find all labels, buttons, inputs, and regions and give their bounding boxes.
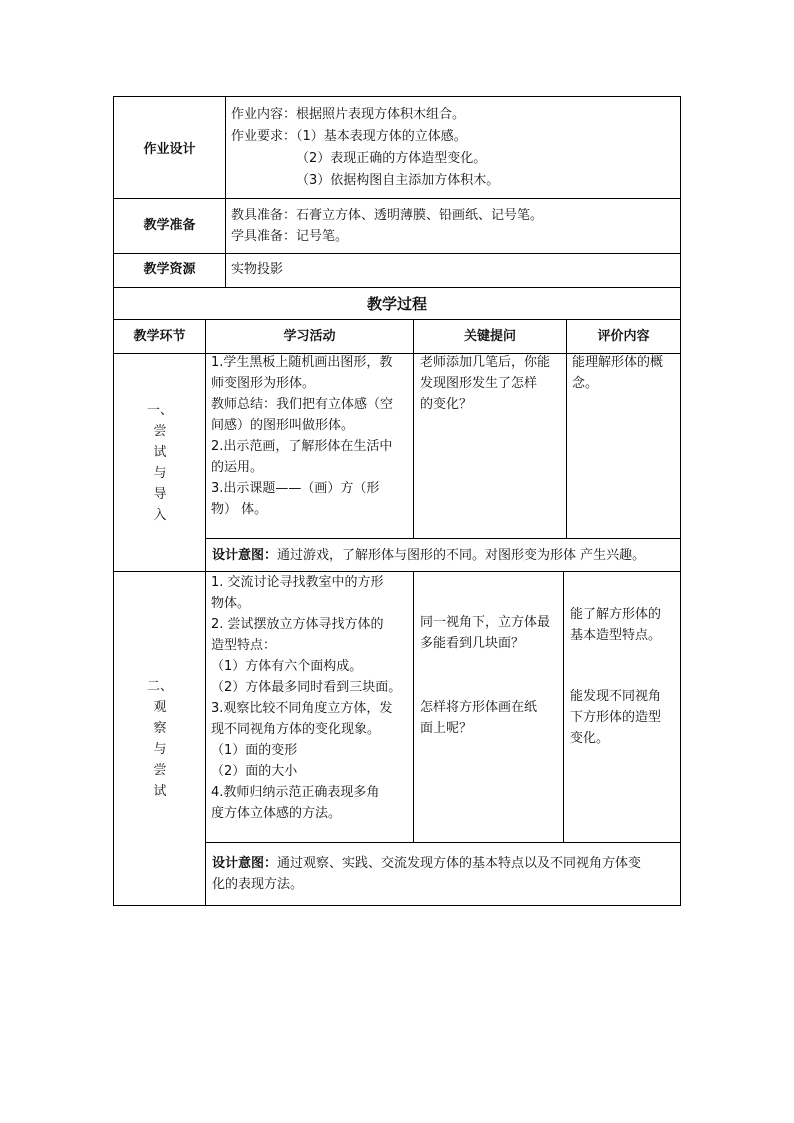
homework-line-2: 作业要求：（1）基本表现方体的立体感。 bbox=[231, 129, 467, 144]
activity-line: 物体。 bbox=[211, 596, 251, 611]
header-stage: 教学环节 bbox=[133, 329, 186, 344]
resources-label: 教学资源 bbox=[143, 262, 196, 277]
activity-line: （2）面的大小 bbox=[211, 764, 298, 779]
homework-line-1: 作业内容：根据照片表现方体积木组合。 bbox=[231, 107, 466, 122]
stage-1-question bbox=[420, 352, 550, 415]
intent-label: 设计意图： bbox=[212, 548, 278, 563]
evaluation-line: 念。 bbox=[572, 376, 599, 391]
stage-1-evaluation bbox=[572, 352, 663, 394]
evaluation-line: 基本造型特点。 bbox=[570, 628, 662, 643]
evaluation-line: 下方形体的造型 bbox=[570, 710, 662, 725]
activity-line: （1）方体有六个面构成。 bbox=[211, 659, 363, 674]
stage-1-char: 导 bbox=[153, 487, 167, 502]
stage-2-label bbox=[114, 676, 206, 802]
activity-line: 2. 尝试摆放立方体寻找方体的 bbox=[211, 617, 384, 632]
stage-1-label bbox=[114, 400, 206, 526]
homework-label: 作业设计 bbox=[143, 142, 196, 157]
stage-2-char: 试 bbox=[153, 784, 167, 799]
activity-line: 1. 交流讨论寻找教室中的方形 bbox=[211, 575, 384, 590]
activity-line: 3.出示课题——（画）方（形 bbox=[211, 481, 380, 496]
intent-text: 通过观察、实践、交流发现方体的基本特点以及不同视角方体变 bbox=[277, 856, 642, 871]
activity-line: （2）方体最多同时看到三块面。 bbox=[211, 680, 402, 695]
question-line: 的变化？ bbox=[420, 397, 473, 412]
stage-2-evaluation-1 bbox=[570, 604, 661, 646]
stage-1-char: 尝 bbox=[153, 424, 167, 439]
question-line: 发现图形发生了怎样 bbox=[420, 376, 538, 391]
question-line: 同一视角下，立方体最 bbox=[420, 615, 551, 630]
stage-2-char: 观 bbox=[153, 700, 167, 715]
activity-line: 3.观察比较不同角度立方体，发 bbox=[211, 701, 393, 716]
homework-line-3: （2）表现正确的方体造型变化。 bbox=[296, 151, 487, 166]
activity-line: 造型特点： bbox=[211, 638, 277, 653]
activity-line: （1）面的变形 bbox=[211, 743, 298, 758]
question-line: 面上呢？ bbox=[420, 721, 473, 736]
stage-2-evaluation-2 bbox=[570, 686, 661, 749]
stage-1-intent bbox=[212, 545, 645, 566]
evaluation-line: 能了解方形体的 bbox=[570, 607, 662, 622]
activity-line: 现不同视角方体的变化现象。 bbox=[211, 722, 381, 737]
intent-label: 设计意图： bbox=[212, 856, 278, 871]
evaluation-line: 变化。 bbox=[570, 731, 610, 746]
evaluation-line: 能理解形体的概 bbox=[572, 355, 664, 370]
evaluation-line: 能发现不同视角 bbox=[570, 689, 662, 704]
intent-text: 化的表现方法。 bbox=[212, 877, 304, 892]
stage-1-char: 一、 bbox=[146, 403, 173, 418]
resources-value: 实物投影 bbox=[231, 262, 284, 277]
preparation-line-2: 学具准备：记号笔。 bbox=[231, 229, 349, 244]
stage-2-char: 察 bbox=[153, 721, 167, 736]
header-question: 关键提问 bbox=[463, 329, 516, 344]
header-activity: 学习活动 bbox=[283, 329, 336, 344]
stage-2-question-1 bbox=[420, 612, 550, 654]
stage-2-char: 二、 bbox=[146, 679, 173, 694]
question-line: 老师添加几笔后，你能 bbox=[420, 355, 551, 370]
question-line: 怎样将方形体画在纸 bbox=[420, 700, 538, 715]
activity-line: 间感）的图形叫做形体。 bbox=[211, 418, 355, 433]
stage-2-char: 尝 bbox=[153, 763, 167, 778]
activity-line: 1.学生黑板上随机画出图形，教 bbox=[211, 355, 393, 370]
activity-line: 的运用。 bbox=[211, 460, 264, 475]
preparation-line-1: 教具准备：石膏立方体、透明薄膜、铅画纸、记号笔。 bbox=[231, 208, 544, 223]
homework-line-4: （3）依据构图自主添加方体积木。 bbox=[296, 173, 500, 188]
stage-1-activities bbox=[211, 352, 393, 520]
stage-1-char: 入 bbox=[153, 508, 167, 523]
activity-line: 物） 体。 bbox=[211, 502, 268, 517]
activity-line: 4.教师归纳示范正确表现多角 bbox=[211, 785, 380, 800]
stage-2-activities bbox=[211, 572, 401, 824]
stage-2-intent bbox=[212, 853, 641, 895]
activity-line: 2.出示范画，了解形体在生活中 bbox=[211, 439, 393, 454]
activity-line: 度方体立体感的方法。 bbox=[211, 806, 342, 821]
preparation-label: 教学准备 bbox=[143, 218, 196, 233]
question-line: 多能看到几块面？ bbox=[420, 636, 525, 651]
intent-line bbox=[212, 853, 641, 874]
header-evaluation: 评价内容 bbox=[597, 329, 650, 344]
activity-line: 师变图形为形体。 bbox=[211, 376, 316, 391]
stage-2-char: 与 bbox=[153, 742, 167, 757]
activity-line: 教师总结：我们把有立体感（空 bbox=[211, 397, 394, 412]
process-title: 教学过程 bbox=[366, 295, 427, 313]
stage-1-char: 与 bbox=[153, 466, 167, 481]
stage-2-question-2 bbox=[420, 697, 537, 739]
intent-text: 通过游戏，了解形体与图形的不同。对图形变为形体 产生兴趣。 bbox=[277, 548, 646, 563]
stage-1-char: 试 bbox=[153, 445, 167, 460]
